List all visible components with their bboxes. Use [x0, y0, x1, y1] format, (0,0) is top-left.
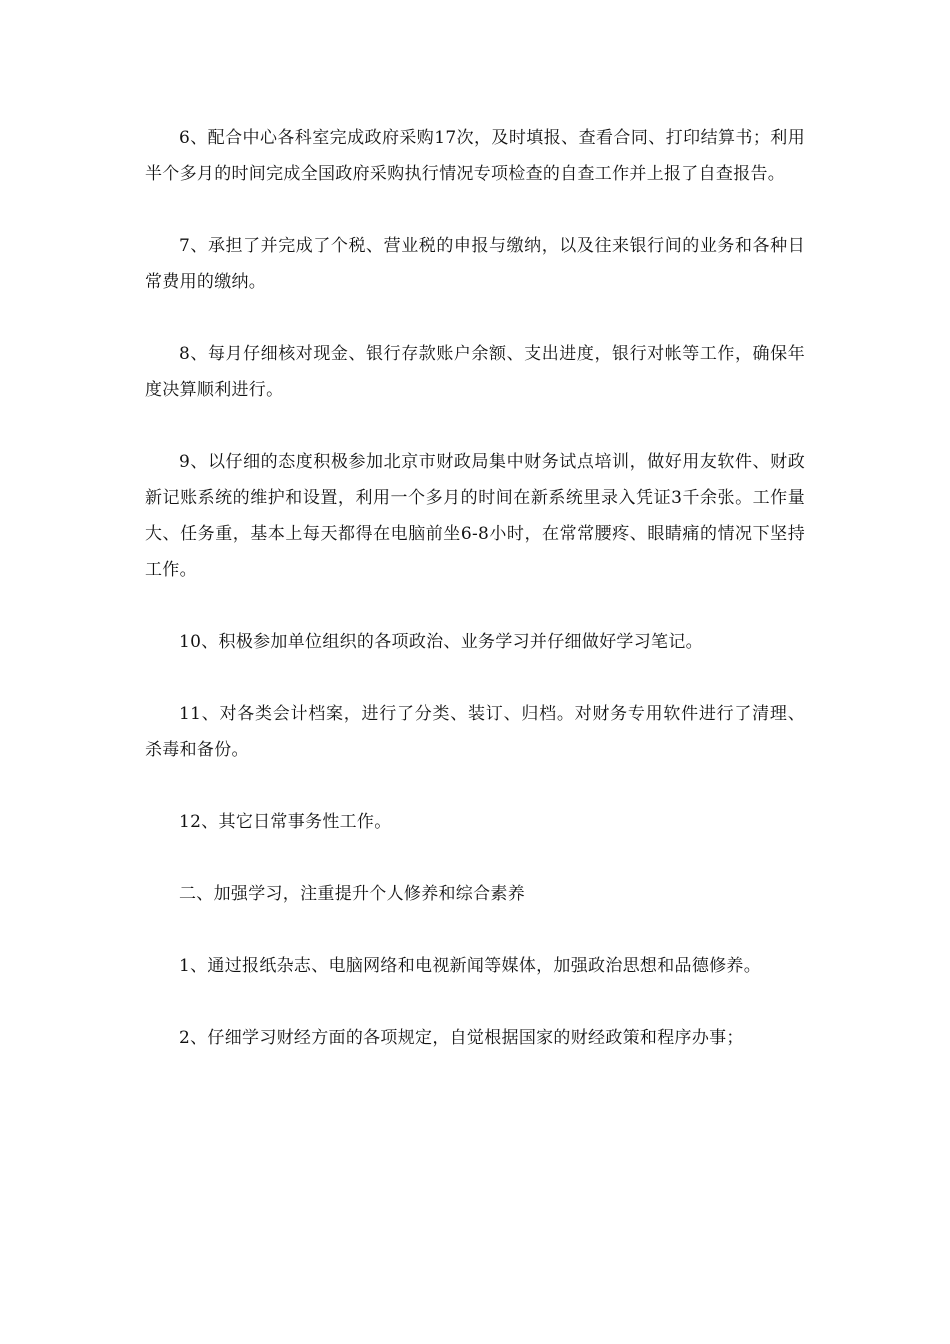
- section-heading-2: 二、加强学习，注重提升个人修养和综合素养: [179, 884, 525, 904]
- paragraph-item-8: 8、每月仔细核对现金、银行存款账户余额、支出进度，银行对帐等工作，确保年度决算顺利进行。: [145, 344, 805, 400]
- paragraph-item-10: 10、积极参加单位组织的各项政治、业务学习并仔细做好学习笔记。: [179, 632, 703, 652]
- paragraph-item-2: 2、仔细学习财经方面的各项规定，自觉根据国家的财经政策和程序办事；: [179, 1028, 744, 1048]
- paragraph-item-12: 12、其它日常事务性工作。: [179, 812, 392, 832]
- paragraph-item-7: 7、承担了并完成了个税、营业税的申报与缴纳，以及往来银行间的业务和各种日常费用的缴纳。: [145, 236, 805, 292]
- paragraph-item-9: 9、以仔细的态度积极参加北京市财政局集中财务试点培训，做好用友软件、财政新记账系统的维护和设置，利用一个多月的时间在新系统里录入凭证3千余张。工作量大、任务重，基本上每天都得在电脑前坐6-8小时，在常常腰疼、眼睛痛的情况下坚持工作。: [145, 452, 805, 580]
- paragraph-item-11: 11、对各类会计档案，进行了分类、装订、归档。对财务专用软件进行了清理、杀毒和备份。: [145, 704, 805, 760]
- paragraph-item-6: 6、配合中心各科室完成政府采购17次，及时填报、查看合同、打印结算书；利用半个多月的时间完成全国政府采购执行情况专项检查的自查工作并上报了自查报告。: [145, 128, 805, 184]
- paragraph-item-1: 1、通过报纸杂志、电脑网络和电视新闻等媒体，加强政治思想和品德修养。: [179, 956, 762, 976]
- document-body: [145, 120, 805, 1092]
